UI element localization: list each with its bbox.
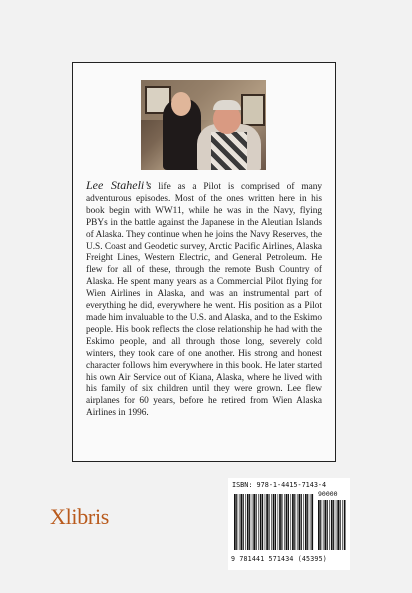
barcode-bar	[286, 494, 288, 550]
barcode-bar	[253, 494, 255, 550]
barcode-bar	[344, 500, 346, 550]
barcode-bar	[262, 494, 263, 550]
barcode-bar	[294, 494, 295, 550]
barcode-bar	[268, 494, 269, 550]
barcode-icon	[234, 494, 314, 550]
barcode-bar	[278, 494, 279, 550]
photo-wall-art-right	[241, 94, 265, 126]
barcode-bar	[252, 494, 253, 550]
author-bio	[86, 180, 322, 420]
barcode-bar	[288, 494, 289, 550]
publisher-logo: Xlibris	[50, 504, 110, 529]
barcode-bar	[323, 500, 324, 550]
barcode-bar	[303, 494, 304, 550]
barcode-bar	[281, 494, 282, 550]
barcode-bar	[273, 494, 275, 550]
barcode-bar	[342, 500, 343, 550]
barcode-bar	[292, 494, 294, 550]
barcode-digits: 9 781441 571434 (45395)	[231, 555, 327, 563]
barcode-bar	[265, 494, 266, 550]
barcode	[228, 478, 350, 570]
barcode-bar	[245, 494, 246, 550]
barcode-bar	[249, 494, 250, 550]
barcode-bar	[260, 494, 262, 550]
barcode-bar	[299, 494, 301, 550]
barcode-bar	[336, 500, 337, 550]
barcode-bar	[243, 494, 244, 550]
barcode-bar	[275, 494, 276, 550]
barcode-bar	[324, 500, 326, 550]
barcode-bar	[329, 500, 330, 550]
barcode-bar	[279, 494, 281, 550]
barcode-bar	[327, 500, 328, 550]
author-photo	[141, 80, 266, 170]
barcode-bar	[305, 494, 307, 550]
barcode-bar	[311, 494, 313, 550]
barcode-bar	[301, 494, 302, 550]
barcode-bar	[297, 494, 298, 550]
barcode-bar	[256, 494, 257, 550]
barcode-bar	[266, 494, 268, 550]
isbn-label: ISBN: 978-1-4415-7143-4	[232, 481, 327, 489]
barcode-bar	[337, 500, 339, 550]
barcode-addon-number: 90000	[318, 490, 338, 498]
barcode-bar	[320, 500, 321, 550]
barcode-bar	[318, 500, 320, 550]
barcode-bar	[234, 494, 236, 550]
barcode-bar	[284, 494, 285, 550]
barcode-bar	[239, 494, 240, 550]
photo-person-right-sweater	[211, 132, 247, 170]
photo-person-left-head	[171, 92, 191, 116]
barcode-bar	[258, 494, 259, 550]
barcode-bar	[340, 500, 341, 550]
barcode-bar	[310, 494, 311, 550]
barcode-bar	[307, 494, 308, 550]
barcode-bar	[247, 494, 249, 550]
barcode-bar	[331, 500, 333, 550]
barcode-bar	[271, 494, 272, 550]
photo-person-right-cap	[213, 100, 241, 110]
barcode-bar	[290, 494, 291, 550]
author-name: Lee Staheli’s	[86, 178, 152, 192]
barcode-bar	[236, 494, 237, 550]
barcode-bar	[333, 500, 334, 550]
barcode-addon-icon	[318, 500, 346, 550]
barcode-bar	[240, 494, 242, 550]
author-bio-text: life as a Pilot is comprised of many adventurous episodes. Most of the ones written here in his book begin with WW11, while he was in the Navy, flying PBYs in the battle against the Japanese in the Aleutian Islands of Alaska. They continue when he joins the Navy Reserves, the U.S. Coast and Geodetic survey, Arctic Pacific Airlines, Alaska Freight Lines, Western Electric, and General Petroleum. He flew for all of these, through the remote Bush Country of Alaska. He spent many years as a Commercial Pilot flying for Wien Airlines in Alaska, and was an instrumental part of everything he did, everywhere he went. His position as a Pilot made him invaluable to the U.S. and Alaska, and to the Eskimo people. His book reflects the close relationship he had with the Eskimo people, and all through those long, severely cold winters, they took care of one another. His strong and honest character follows him everywhere in this book. He later started his own Air Service out of Kiana, Alaska, where he lived with his family of six children until they were grown. Lee flew airplanes for 60 years, before he retired from Wien Alaska Airlines in 1996.	[86, 182, 322, 419]
